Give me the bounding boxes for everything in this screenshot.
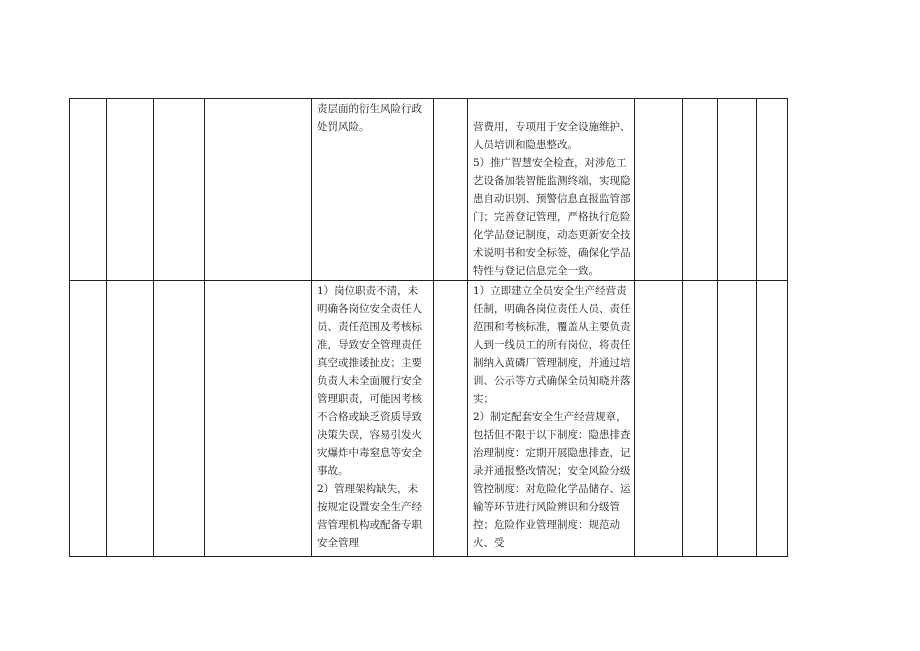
table-row [70,99,788,281]
measure-line: 治理制度：定期开展隐患排查，记 [473,447,631,459]
table-cell [107,281,154,557]
measure-line: 实； [473,393,494,405]
risk-line: 按规定设置安全生产经 [317,501,422,513]
measure-line: 特性与登记信息完全一致。 [473,265,599,277]
measure-line: 艺设备加装智能监测终端，实现隐 [473,175,631,187]
risk-line: 灾爆炸中毒窒息等安全 [317,447,422,459]
table-cell [154,281,205,557]
risk-line: 决策失误，容易引发火 [317,429,422,441]
measure-line: 任制，明确各岗位责任人员、责任 [473,303,631,315]
measure-line: 5）推广智慧安全检查，对涉危工 [473,157,627,169]
risk-line: 不合格或缺乏资质导致 [317,411,422,423]
measure-line: 门；完善登记管理，严格执行危险 [473,211,631,223]
risk-line: 事故。 [317,465,349,477]
table-cell [154,99,205,281]
table-cell [70,281,107,557]
measure-line: 制纳入黄磷厂管理制度，并通过培 [473,357,631,369]
table-cell [635,99,683,281]
risk-line: 1）岗位职责不清，未 [317,285,419,297]
risk-line: 负责人未全面履行安全 [317,375,422,387]
measure-line: 人员培训和隐患整改。 [473,139,578,151]
measure-line: 1）立即建立全员安全生产经营责 [473,285,627,297]
risk-description-cell [312,281,434,557]
measure-line: 人到一线员工的所有岗位，将责任 [473,339,631,351]
measure-line: 训、公示等方式确保全员知晓并落 [473,375,631,387]
table-cell [635,281,683,557]
table-cell [683,99,718,281]
measure-line: 输等环节进行风险辨识和分级管 [473,501,620,513]
risk-line: 2）管理架构缺失，未 [317,483,419,495]
table-cell [205,99,312,281]
table-row [70,281,788,557]
measure-line: 术说明书和安全标签，确保化学品 [473,247,631,259]
measure-line: 包括但不限于以下制度：隐患排查 [473,429,631,441]
table-cell [107,99,154,281]
risk-line: 准，导致安全管理责任 [317,339,422,351]
table-cell [757,99,788,281]
risk-line: 明确各岗位安全责任人 [317,303,422,315]
risk-line: 处罚风险。 [317,121,370,133]
measure-line: 录并通报整改情况；安全风险分级 [473,465,631,477]
risk-table [69,98,788,557]
measure-line: 营费用，专项用于安全设施维护、 [473,121,631,133]
table-cell [434,281,468,557]
table-cell [718,99,757,281]
measure-line: 控；危险作业管理制度：规范动 [473,519,620,531]
risk-line: 真空或推诿扯皮；主要 [317,357,422,369]
risk-line: 管理职责，可能因考核 [317,393,422,405]
measure-line: 患自动识别、预警信息直报监管部 [473,193,631,205]
table-cell [718,281,757,557]
table-cell [205,281,312,557]
table-cell [757,281,788,557]
table-cell [70,99,107,281]
measure-line: 火、受 [473,537,505,549]
risk-line: 责层面的衍生风险行政 [317,103,422,115]
control-measures-cell [468,99,635,281]
control-measures-cell [468,281,635,557]
measure-line: 管控制度：对危险化学品储存、运 [473,483,631,495]
risk-description-cell [312,99,434,281]
measure-line: 范围和考核标准，覆盖从主要负责 [473,321,631,333]
measure-line: 化学品登记制度，动态更新安全技 [473,229,631,241]
risk-line: 安全管理 [317,537,359,549]
risk-line: 营管理机构或配备专职 [317,519,422,531]
risk-line: 员、责任范围及考核标 [317,321,422,333]
measure-line: 2）制定配套安全生产经营规章， [473,411,627,423]
table-cell [683,281,718,557]
table-cell [434,99,468,281]
